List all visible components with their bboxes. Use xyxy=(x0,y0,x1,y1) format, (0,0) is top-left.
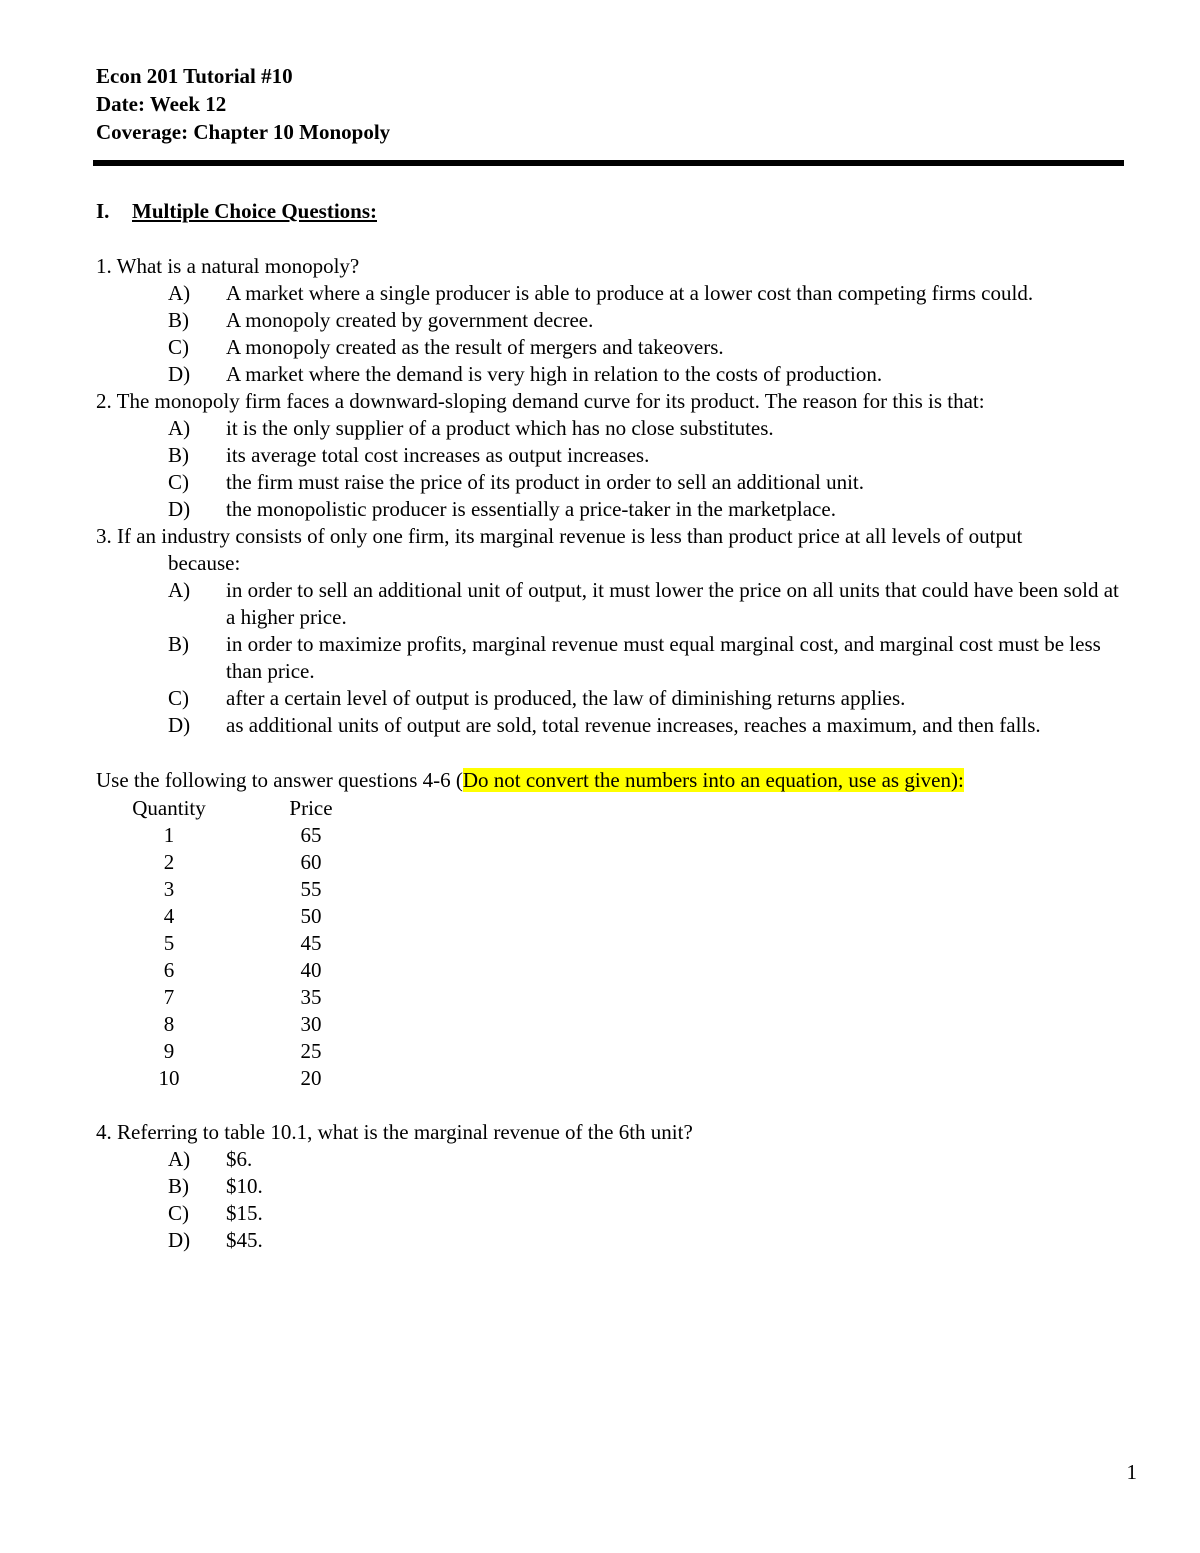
price-cell: 25 xyxy=(300,1039,322,1063)
question-3-option-b xyxy=(96,631,1146,685)
question-2-option-d xyxy=(96,496,1146,523)
option-text: A market where a single producer is able to produce at a lower cost than competing firms could. xyxy=(226,281,1034,305)
price-cell: 35 xyxy=(300,985,322,1009)
quantity-cell: 6 xyxy=(163,958,175,982)
question-4-option-d xyxy=(96,1227,1146,1254)
option-text: its average total cost increases as output increases. xyxy=(226,443,650,467)
document-header xyxy=(96,62,390,146)
table-row xyxy=(96,1011,380,1038)
table-row xyxy=(96,822,380,849)
quantity-cell: 2 xyxy=(163,850,175,874)
section-number: I. xyxy=(96,199,110,223)
table-row xyxy=(96,1065,380,1092)
option-letter: A) xyxy=(168,1147,191,1171)
price-cell: 50 xyxy=(300,904,322,928)
table-row xyxy=(96,984,380,1011)
question-1-option-d xyxy=(96,361,1146,388)
course-title: Econ 201 Tutorial #10 xyxy=(96,64,293,88)
option-text: as additional units of output are sold, total revenue increases, reaches a maximum, and then falls. xyxy=(226,713,1041,737)
option-text: $6. xyxy=(226,1147,253,1171)
question-2-option-a xyxy=(96,415,1146,442)
question-4-option-b xyxy=(96,1173,1146,1200)
table-header-row xyxy=(96,795,380,822)
coverage-line: Coverage: Chapter 10 Monopoly xyxy=(96,120,391,144)
option-text: A monopoly created as the result of mergers and takeovers. xyxy=(226,335,724,359)
section-title: Multiple Choice Questions: xyxy=(132,199,377,223)
option-text: in order to maximize profits, marginal revenue must equal marginal cost, and marginal cost must be less than price. xyxy=(226,632,1101,683)
question-2-option-c xyxy=(96,469,1146,496)
quantity-cell: 1 xyxy=(163,823,175,847)
option-letter: C) xyxy=(168,1201,189,1225)
question-4-option-a xyxy=(96,1146,1146,1173)
question-3-stem-continued: because: xyxy=(168,551,241,575)
option-text: $15. xyxy=(226,1201,263,1225)
quantity-cell: 4 xyxy=(163,904,175,928)
question-4-option-c xyxy=(96,1200,1146,1227)
table-row xyxy=(96,930,380,957)
price-cell: 65 xyxy=(300,823,322,847)
table-row xyxy=(96,876,380,903)
option-letter: D) xyxy=(168,362,191,386)
price-cell: 30 xyxy=(300,1012,322,1036)
demand-table xyxy=(96,795,380,1092)
column-header-price: Price xyxy=(289,796,333,820)
question-3-option-a xyxy=(96,577,1146,631)
question-3-stem: 3. If an industry consists of only one firm, its marginal revenue is less than product price at all levels of output xyxy=(96,524,1023,548)
quantity-cell: 9 xyxy=(163,1039,175,1063)
table-row xyxy=(96,957,380,984)
question-2-stem: 2. The monopoly firm faces a downward-sloping demand curve for its product. The reason for this is that: xyxy=(96,389,985,413)
option-text: the firm must raise the price of its product in order to sell an additional unit. xyxy=(226,470,865,494)
question-1-stem: 1. What is a natural monopoly? xyxy=(96,254,360,278)
question-3-option-d xyxy=(96,712,1146,739)
table-instructions-text: Use the following to answer questions 4-6 ( xyxy=(96,768,463,792)
table-row xyxy=(96,1038,380,1065)
option-text: $10. xyxy=(226,1174,263,1198)
option-text: A monopoly created by government decree. xyxy=(226,308,594,332)
table-row xyxy=(96,849,380,876)
question-1-option-b xyxy=(96,307,1146,334)
price-cell: 55 xyxy=(300,877,322,901)
option-letter: A) xyxy=(168,281,191,305)
option-letter: B) xyxy=(168,1174,189,1198)
quantity-cell: 7 xyxy=(163,985,175,1009)
section-heading xyxy=(96,198,377,225)
option-letter: C) xyxy=(168,686,189,710)
option-letter: C) xyxy=(168,470,189,494)
question-2-option-b xyxy=(96,442,1146,469)
header-divider xyxy=(93,160,1124,166)
quantity-cell: 8 xyxy=(163,1012,175,1036)
questions-1-3 xyxy=(96,253,1146,739)
option-letter: D) xyxy=(168,1228,191,1252)
option-text: A market where the demand is very high in relation to the costs of production. xyxy=(226,362,883,386)
date-line: Date: Week 12 xyxy=(96,92,227,116)
price-cell: 60 xyxy=(300,850,322,874)
question-4 xyxy=(96,1119,1146,1254)
option-text: $45. xyxy=(226,1228,263,1252)
price-cell: 45 xyxy=(300,931,322,955)
option-letter: D) xyxy=(168,713,191,737)
option-letter: A) xyxy=(168,416,191,440)
option-letter: A) xyxy=(168,578,191,602)
table-instructions xyxy=(96,767,1146,794)
option-text: the monopolistic producer is essentially a price-taker in the marketplace. xyxy=(226,497,836,521)
option-text: after a certain level of output is produced, the law of diminishing returns applies. xyxy=(226,686,906,710)
option-text: in order to sell an additional unit of output, it must lower the price on all units that could have been sold at a higher price. xyxy=(226,578,1119,629)
quantity-cell: 10 xyxy=(158,1066,180,1090)
option-letter: B) xyxy=(168,632,189,656)
table-instructions-highlight: Do not convert the numbers into an equation, use as given): xyxy=(462,768,964,792)
page-number: 1 xyxy=(1126,1460,1137,1484)
question-3-option-c xyxy=(96,685,1146,712)
option-letter: D) xyxy=(168,497,191,521)
column-header-quantity: Quantity xyxy=(132,796,206,820)
table-row xyxy=(96,903,380,930)
quantity-cell: 5 xyxy=(163,931,175,955)
option-letter: B) xyxy=(168,308,189,332)
price-cell: 20 xyxy=(300,1066,322,1090)
question-1-option-c xyxy=(96,334,1146,361)
question-4-stem: 4. Referring to table 10.1, what is the marginal revenue of the 6th unit? xyxy=(96,1120,693,1144)
question-1-option-a xyxy=(96,280,1146,307)
option-letter: B) xyxy=(168,443,189,467)
price-cell: 40 xyxy=(300,958,322,982)
option-text: it is the only supplier of a product which has no close substitutes. xyxy=(226,416,774,440)
quantity-cell: 3 xyxy=(163,877,175,901)
option-letter: C) xyxy=(168,335,189,359)
